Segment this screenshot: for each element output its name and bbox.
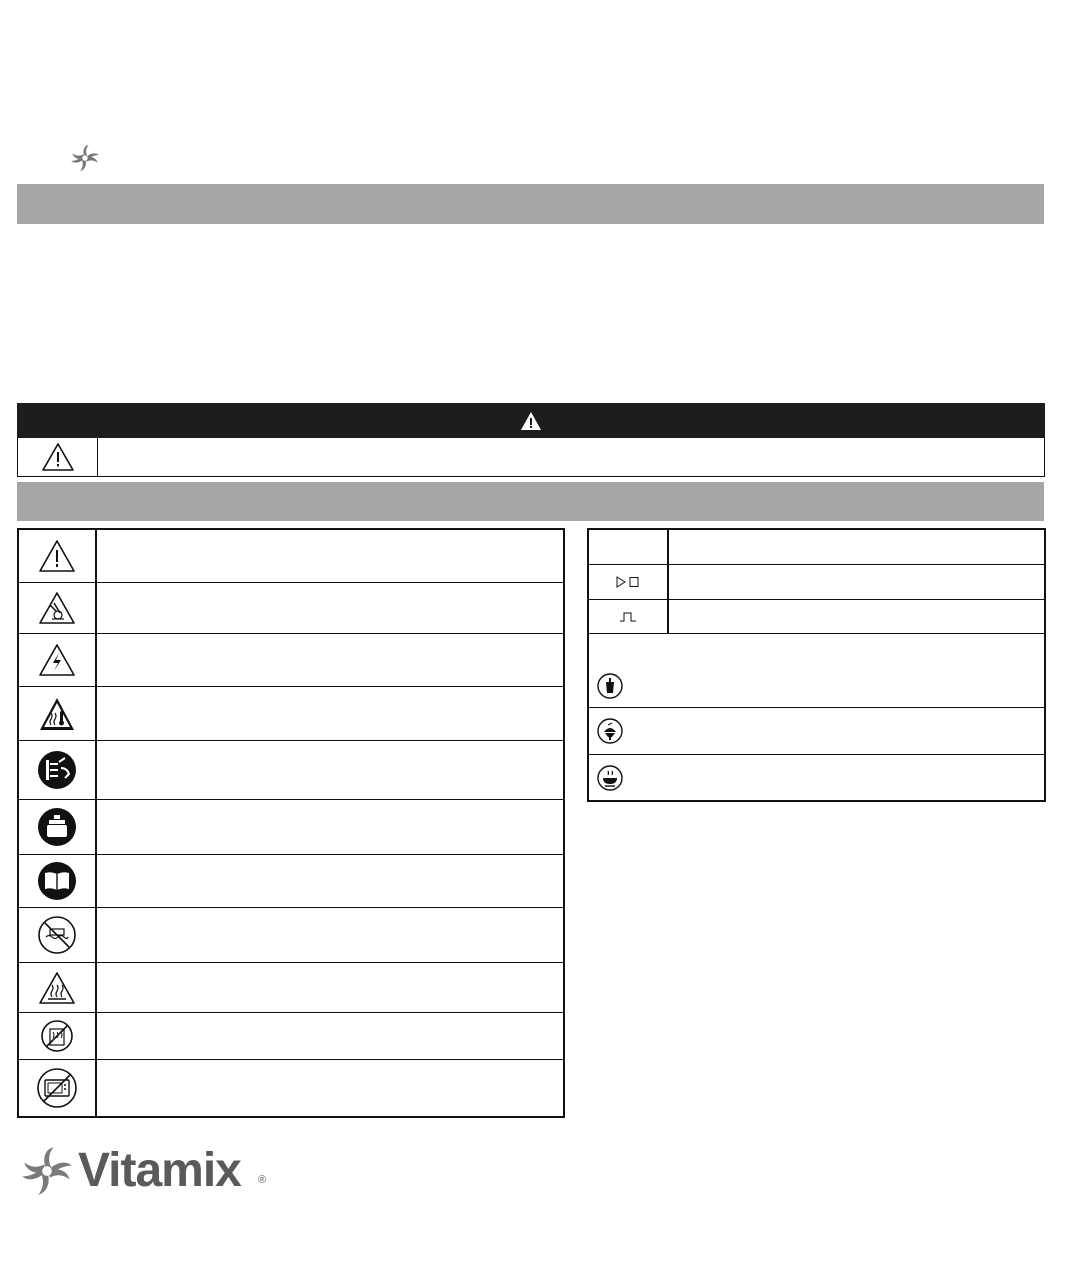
symbol-cell (19, 583, 97, 633)
control-symbol-cell (589, 530, 669, 564)
program-description (633, 708, 1036, 754)
warning-banner (17, 403, 1045, 438)
warning-row-icon-cell (18, 438, 98, 476)
symbol-description (97, 530, 563, 582)
symbol-description (97, 687, 563, 740)
table-row (19, 1060, 563, 1116)
warning-triangle-filled-icon (520, 411, 542, 431)
symbol-cell (19, 908, 97, 962)
symbol-description (97, 855, 563, 907)
table-row (19, 741, 563, 800)
control-symbol-cell (589, 565, 669, 599)
table-row (19, 855, 563, 908)
electric-shock-icon (38, 643, 76, 677)
table-row (589, 634, 1044, 708)
program-description (633, 634, 1036, 707)
symbols-table (17, 528, 565, 1118)
table-row (589, 708, 1044, 755)
section-bar (17, 184, 1044, 224)
warning-triangle-outline-icon (41, 442, 75, 472)
table-row (19, 1013, 563, 1060)
table-row (19, 908, 563, 963)
table-row (19, 687, 563, 741)
warning-row (17, 438, 1045, 477)
control-description (669, 565, 1044, 599)
symbol-description (97, 908, 563, 962)
frozen-dessert-icon (597, 718, 623, 744)
symbol-description (97, 583, 563, 633)
footer-logo (20, 1142, 270, 1200)
table-row (589, 530, 1044, 565)
table-row (589, 755, 1044, 800)
hot-soup-icon (597, 765, 623, 791)
unplug-cord-icon (37, 750, 77, 790)
symbol-cell (19, 1013, 97, 1059)
trademark-mark: ® (258, 1174, 267, 1186)
symbol-cell (19, 530, 97, 582)
table-row (19, 583, 563, 634)
symbol-cell (19, 741, 97, 799)
smoothie-cup-icon (597, 673, 623, 699)
symbol-cell (19, 800, 97, 854)
warning-triangle-icon (38, 539, 76, 573)
program-description (633, 755, 1036, 800)
start-stop-icon (615, 576, 641, 588)
vitamix-swirl-icon (70, 143, 100, 173)
warning-row-text (108, 438, 1044, 476)
controls-table (587, 528, 1046, 802)
table-row (589, 565, 1044, 600)
brand-name: Vitamix (78, 1144, 241, 1197)
vitamix-swirl-icon (20, 1144, 74, 1198)
table-row (19, 530, 563, 583)
symbol-description (97, 1060, 563, 1116)
control-description (669, 530, 1044, 564)
control-symbol-cell (589, 600, 669, 633)
table-row (19, 800, 563, 855)
symbol-description (97, 963, 563, 1012)
table-row (589, 600, 1044, 634)
symbol-cell (19, 1060, 97, 1116)
blade-hand-hazard-icon (38, 591, 76, 625)
no-dishwasher-icon (40, 1019, 74, 1053)
symbol-description (97, 741, 563, 799)
read-manual-icon (37, 861, 77, 901)
symbol-cell (19, 963, 97, 1012)
symbol-description (97, 1013, 563, 1059)
no-microwave-icon (36, 1067, 78, 1109)
table-row (19, 634, 563, 687)
pulse-icon (619, 612, 637, 622)
no-immerse-icon (37, 915, 77, 955)
symbol-cell (19, 634, 97, 686)
table-row (19, 963, 563, 1013)
symbol-cell (19, 855, 97, 907)
lid-container-icon (37, 807, 77, 847)
control-description (669, 600, 1044, 633)
symbol-cell (19, 687, 97, 740)
hot-surface-icon (38, 971, 76, 1005)
section-bar (17, 482, 1044, 521)
symbol-description (97, 634, 563, 686)
symbol-description (97, 800, 563, 854)
hot-liquid-thermometer-icon (38, 696, 76, 732)
